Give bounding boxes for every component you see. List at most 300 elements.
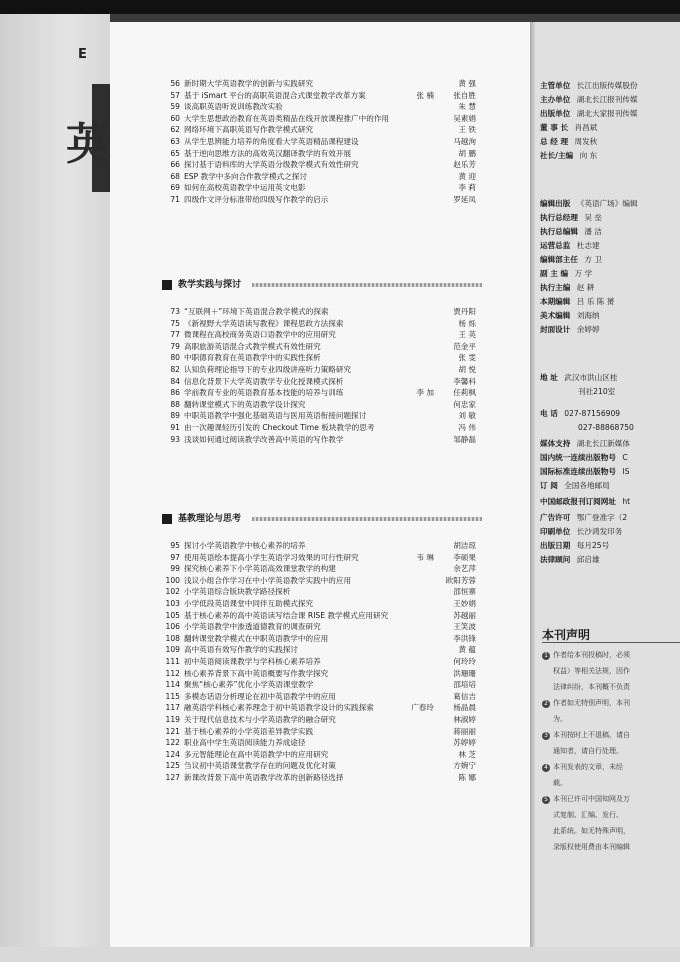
toc-entry	[110, 422, 530, 434]
toc-entry	[110, 434, 530, 446]
toc-article-title: 融英语学科核心素养理念于初中英语教学设计的实践探索	[184, 703, 374, 713]
toc-page-number: 108	[165, 633, 180, 643]
toc-page-number: 57	[170, 90, 180, 100]
toc-author: 蒋丽丽	[453, 726, 476, 736]
toc-article-title: 从学生思辨能力培养的角度看大学英语精品课程建设	[184, 137, 359, 146]
masthead-row	[540, 282, 594, 293]
toc-article-title: 探讨小学英语教学中核心素养的培养	[184, 541, 306, 550]
toc-page-number: 63	[170, 137, 180, 146]
toc-entry	[110, 136, 530, 148]
declaration-line	[542, 698, 630, 708]
toc-author: 林 芝	[458, 749, 476, 759]
masthead-row	[540, 512, 627, 523]
toc-page-number: 102	[165, 587, 180, 597]
toc-page-number: 127	[165, 773, 180, 782]
masthead-row	[540, 268, 592, 279]
masthead-value: 向 东	[577, 151, 598, 160]
toc-entry	[110, 726, 530, 738]
masthead-row	[540, 452, 628, 463]
toc-article-title: 认知负荷理论指导下的专业四级讲座听力策略研究	[184, 365, 352, 374]
masthead-value: 《英语广场》编辑	[574, 199, 638, 208]
masthead-value: 长江出版传媒股份	[574, 81, 638, 90]
declaration-text: 法律纠纷，本刊概不负责	[553, 683, 630, 691]
toc-author: 李馨科	[453, 376, 476, 386]
masthead-row	[540, 386, 615, 397]
toc-author: 苏婷婷	[453, 738, 476, 748]
toc-entry	[110, 552, 530, 564]
toc-entry	[110, 124, 530, 136]
toc-page-number: 69	[170, 183, 180, 193]
toc-page-number: 105	[165, 610, 180, 620]
declaration-line	[542, 714, 567, 724]
declaration-number: 1	[542, 652, 550, 660]
toc-page-number: 75	[170, 318, 180, 328]
toc-article-title: 使用英语绘本提高小学生英语学习效果的可行性研究	[184, 552, 359, 562]
declaration-text: 录版权使用费由本刊编辑	[553, 843, 630, 851]
section-heading-label: 教学实践与探讨	[178, 280, 242, 290]
masthead-value: 赵 耕	[574, 283, 595, 292]
declaration-line	[542, 794, 630, 804]
toc-coauthor: 李 加	[416, 388, 434, 398]
section-heading	[162, 278, 482, 292]
toc-page-number: 60	[170, 113, 180, 123]
declaration-title: 本刊声明	[542, 628, 591, 642]
toc-entry	[110, 644, 530, 656]
toc-article-title: 高中英语有效写作教学的实践探讨	[184, 645, 298, 655]
toc-page-number: 109	[165, 645, 180, 655]
declaration-text: 作者如无特别声明，本刊	[553, 699, 630, 707]
toc-page-number: 66	[170, 160, 180, 170]
masthead-value: 湖北长江新媒体	[574, 439, 630, 448]
masthead-row	[540, 466, 629, 477]
toc-author: 余艺萍	[453, 564, 476, 574]
toc-article-title: 基于核心素养的高中英语读写结合课 RISE 教学模式应用研究	[184, 610, 389, 620]
declaration-text: 载。	[553, 779, 567, 787]
masthead-key: 运营总监	[540, 241, 571, 250]
toc-author: 罗延凤	[453, 195, 476, 204]
masthead-row	[540, 408, 620, 419]
masthead-row	[540, 496, 630, 507]
panel-shadow	[530, 22, 536, 947]
toc-entry	[110, 113, 530, 125]
toc-page-number: 73	[170, 307, 180, 316]
declaration-line	[542, 650, 630, 660]
masthead-value: 万 学	[572, 269, 593, 278]
toc-author: 张 雯	[458, 353, 476, 363]
toc-entry	[110, 364, 530, 376]
toc-entry	[110, 376, 530, 388]
masthead-value: 刘海纳	[574, 311, 600, 320]
section-marker	[162, 514, 172, 524]
toc-entry	[110, 329, 530, 341]
toc-entry	[110, 182, 530, 194]
masthead-value: C	[619, 453, 628, 462]
toc-article-title: 中职德育教育在英语教学中的实践性探析	[184, 353, 321, 363]
masthead-panel	[530, 22, 680, 947]
masthead-value: 湖北大家报刊传媒	[574, 109, 638, 118]
masthead-value: 邱启雄	[574, 555, 600, 564]
toc-author: 胡 鹏	[458, 148, 476, 158]
toc-page-number: 100	[165, 575, 180, 585]
declaration-line	[542, 842, 630, 852]
toc-article-title: 职业高中学生英语阅读能力养成途径	[184, 738, 306, 748]
toc-article-title: 刍议初中英语课堂教学存在的问题及优化对策	[184, 761, 336, 771]
toc-page-number: 89	[170, 411, 180, 421]
toc-page-number: 119	[165, 715, 180, 724]
masthead-value: 湖北长江报刊传媒	[574, 95, 638, 104]
toc-entry	[110, 148, 530, 160]
declaration-line	[542, 762, 623, 772]
declaration-line	[542, 682, 630, 692]
toc-author: 欧阳芳蓉	[445, 575, 476, 585]
masthead-key: 编辑出版	[540, 199, 571, 208]
toc-author: 赵乐芳	[453, 160, 476, 170]
masthead-row	[540, 198, 638, 209]
toc-article-title: 四级作文评分标准带给四级写作教学的启示	[184, 195, 329, 204]
toc-entry	[110, 586, 530, 598]
masthead-value: 每月25号	[574, 541, 610, 550]
toc-author: 陈 娜	[458, 773, 476, 782]
declaration-text: 本刊按时上不退稿，请自	[553, 731, 630, 739]
toc-entry	[110, 760, 530, 772]
masthead-key: 主管单位	[540, 81, 571, 90]
toc-entry	[110, 702, 530, 714]
toc-author: 方婉宁	[453, 761, 476, 771]
toc-entry	[110, 668, 530, 680]
toc-entry	[110, 318, 530, 330]
masthead-key: 主办单位	[540, 95, 571, 104]
toc-coauthor: 广春玲	[411, 703, 434, 713]
masthead-row	[540, 324, 600, 335]
masthead-value: IS	[619, 467, 630, 476]
toc-article-title: 翻转课堂模式下的英语教学设计探究	[184, 399, 306, 409]
toc-article-title: 基于核心素养的小学英语差异教学实践	[184, 726, 314, 736]
masthead-key: 执行总经理	[540, 213, 578, 222]
toc-article-title: 新课改背景下高中英语教学改革的创新路径选择	[184, 773, 344, 782]
toc-article-title: 探讨基于语料库的大学英语分级教学模式有效性研究	[184, 160, 359, 170]
toc-article-title: 谈高职英语听说训练教改实验	[184, 102, 283, 112]
declaration-line	[542, 730, 630, 740]
toc-article-title: 多模态话语分析理论在初中英语教学中的应用	[184, 691, 336, 701]
scan-top-border	[0, 0, 680, 14]
masthead-value: ht	[619, 497, 631, 506]
toc-article-title: 多元智能理论在高中英语教学中的应用研究	[184, 749, 329, 759]
toc-author: 李 莉	[458, 183, 476, 193]
toc-author: 邹静磊	[453, 434, 476, 444]
toc-article-title: 初中英语阅读课教学与学科核心素养培养	[184, 657, 321, 666]
toc-author: 葛信吉	[453, 691, 476, 701]
toc-page-number: 112	[165, 668, 180, 678]
toc-article-title: 微课程在高校商务英语口语教学中的应用研究	[184, 330, 336, 340]
section-rule	[252, 283, 482, 287]
toc-article-title: 关于现代信息技术与小学英语教学的融合研究	[184, 715, 336, 724]
toc-author: 黄 强	[458, 79, 476, 88]
toc-page-number: 117	[165, 703, 180, 713]
toc-author: 贾丹阳	[453, 307, 476, 316]
masthead-key: 执行主编	[540, 283, 571, 292]
toc-entry	[110, 399, 530, 411]
masthead-key: 董 事 长	[540, 123, 569, 132]
toc-entry	[110, 90, 530, 102]
toc-page-number: 124	[165, 749, 180, 759]
toc-page-number: 82	[170, 365, 180, 374]
masthead-row	[540, 80, 638, 91]
toc-page-number: 122	[165, 738, 180, 748]
toc-coauthor: 张 楠	[416, 90, 434, 100]
toc-entry	[110, 598, 530, 610]
toc-article-title: 探究核心素养下小学英语高效课堂教学的构建	[184, 564, 336, 574]
toc-page-number: 77	[170, 330, 180, 340]
declaration-text: 为。	[553, 715, 567, 723]
masthead-key: 副 主 编	[540, 269, 569, 278]
toc-author: 任莉枫	[453, 388, 476, 398]
toc-page-number: 79	[170, 341, 180, 351]
masthead-row	[540, 480, 610, 491]
toc-page-number: 62	[170, 125, 180, 135]
masthead-key: 中国邮政报刊订阅网址	[540, 497, 616, 506]
toc-author: 朱 慧	[458, 102, 476, 112]
toc-page-number: 95	[170, 541, 180, 550]
toc-entry	[110, 621, 530, 633]
masthead-row	[540, 108, 638, 119]
toc-article-title: 核心素养背景下高中英语概要写作教学探究	[184, 668, 329, 678]
masthead-row	[540, 212, 602, 223]
toc-entry	[110, 352, 530, 364]
toc-page-number: 88	[170, 399, 180, 409]
masthead-key: 社长/主编	[540, 151, 574, 160]
declaration-text: 权益）等相关法规，因作	[553, 667, 630, 675]
masthead-value: 周发秋	[572, 137, 598, 146]
toc-article-title: 小学英语综合版块教学路径探析	[184, 587, 291, 597]
declaration-number: 2	[542, 700, 550, 708]
toc-article-title: 浅谈如何通过阅读教学改善高中英语的写作教学	[184, 434, 344, 444]
toc-article-title: 新时期大学英语教学的创新与实践研究	[184, 79, 314, 88]
declaration-line	[542, 826, 630, 836]
masthead-key: 法律顾问	[540, 555, 571, 564]
masthead-row	[540, 526, 622, 537]
masthead-row	[540, 422, 634, 433]
toc-page-number: 91	[170, 423, 180, 432]
toc-author: 黄 蕴	[458, 645, 476, 655]
toc-article-title: 学前教育专业的英语教育基本技能的培养与训练	[184, 388, 344, 398]
toc-author: 何忠家	[453, 399, 476, 409]
masthead-key: 电 话	[540, 409, 558, 418]
section-marker	[162, 280, 172, 290]
declaration-number: 4	[542, 764, 550, 772]
declaration-text: 此系统。如无特殊声明，	[553, 827, 630, 835]
declaration-text: 通知者，请自行处理。	[553, 747, 623, 755]
toc-entry	[110, 306, 530, 318]
toc-article-title: 翻转课堂教学模式在中职英语教学中的应用	[184, 633, 329, 643]
toc-entry	[110, 633, 530, 645]
toc-author: 胡洁琼	[453, 541, 476, 550]
masthead-row	[540, 438, 630, 449]
masthead-value: 027-88868750	[578, 423, 634, 432]
toc-author: 马越洵	[453, 137, 476, 146]
masthead-key: 出版单位	[540, 109, 571, 118]
declaration-line	[542, 746, 623, 756]
toc-author: 王妙娟	[453, 599, 476, 608]
masthead-value: 刊社210室	[578, 387, 616, 396]
masthead-value: 吴 垒	[581, 213, 602, 222]
toc-page-number: 115	[165, 691, 180, 701]
masthead-value: 余婷婷	[574, 325, 600, 334]
cover-title-glyph: 英	[66, 119, 110, 170]
toc-page-number: 125	[165, 761, 180, 771]
toc-author: 杨晶晨	[453, 703, 476, 713]
declaration-text: 本刊发表的文章，未经	[553, 763, 623, 771]
toc-entry	[110, 341, 530, 353]
declaration-number: 3	[542, 732, 550, 740]
toc-article-title: “互联网＋”环境下英语混合教学模式的探索	[184, 307, 329, 316]
toc-author: 黄 迎	[458, 171, 476, 181]
toc-author: 王 英	[458, 330, 476, 340]
masthead-key: 总 经 理	[540, 137, 569, 146]
toc-article-title: 如何在高校英语教学中运用英文电影	[184, 183, 306, 193]
toc-article-title: 小学英语教学中渗透道德教育的调查研究	[184, 622, 321, 632]
declaration-text: 本刊已许可中国知网及万	[553, 795, 630, 803]
declaration-text: 作者给本刊投稿时，必须	[553, 651, 630, 659]
toc-entry	[110, 772, 530, 784]
toc-page-number: 71	[170, 195, 180, 204]
toc-page-number: 99	[170, 564, 180, 574]
toc-page-number: 97	[170, 552, 180, 562]
toc-entry	[110, 540, 530, 552]
toc-entry	[110, 656, 530, 668]
masthead-row	[540, 540, 609, 551]
toc-article-title: 高职旅游英语混合式教学模式有效性研究	[184, 341, 321, 351]
toc-page-number: 56	[170, 79, 180, 88]
contents-sheet	[110, 22, 530, 947]
toc-author: 范金平	[453, 341, 476, 351]
toc-article-title: 聚焦“核心素养”优化小学英语课堂教学	[184, 680, 314, 690]
masthead-row	[540, 240, 600, 251]
toc-author: 邵恒寨	[453, 587, 476, 597]
toc-entry	[110, 563, 530, 575]
toc-article-title: 网络环境下高职英语写作教学模式研究	[184, 125, 314, 135]
toc-coauthor: 韦 琳	[416, 552, 434, 562]
toc-author: 邵培培	[453, 680, 476, 690]
masthead-row	[540, 94, 638, 105]
toc-author: 胡 悦	[458, 365, 476, 374]
masthead-row	[540, 226, 602, 237]
section-rule	[252, 517, 482, 521]
toc-entry	[110, 714, 530, 726]
toc-entry	[110, 194, 530, 206]
toc-entry	[110, 691, 530, 703]
masthead-key: 媒体支持	[540, 439, 571, 448]
declaration-rule	[542, 642, 680, 643]
toc-author: 王笑波	[453, 622, 476, 632]
masthead-value: 杜志建	[574, 241, 600, 250]
masthead-key: 编辑部主任	[540, 255, 578, 264]
masthead-key: 地 址	[540, 373, 558, 382]
masthead-row	[540, 150, 597, 161]
masthead-key: 出版日期	[540, 541, 571, 550]
toc-entry	[110, 101, 530, 113]
toc-page-number: 68	[170, 171, 180, 181]
masthead-row	[540, 372, 617, 383]
toc-article-title: ESP 教学中多向合作教学模式之探讨	[184, 171, 307, 181]
masthead-value: 潘 洁	[581, 227, 602, 236]
toc-article-title: 浅议小组合作学习在中小学英语教学实践中的应用	[184, 575, 352, 585]
toc-page-number: 121	[165, 726, 180, 736]
declaration-line	[542, 666, 630, 676]
toc-author: 苏越丽	[453, 610, 476, 620]
toc-author: 李硕果	[453, 552, 476, 562]
toc-page-number: 65	[170, 148, 180, 158]
declaration-text: 式复制、汇编、发行、	[553, 811, 623, 819]
toc-entry	[110, 679, 530, 691]
toc-article-title: 小学低段英语课堂中同伴互助模式探究	[184, 599, 314, 608]
toc-author: 吴素娟	[453, 113, 476, 123]
toc-author: 何玲玲	[453, 657, 476, 666]
masthead-key: 执行总编辑	[540, 227, 578, 236]
toc-entry	[110, 575, 530, 587]
toc-article-title: 信息化背景下大学英语教学专业化授课模式探析	[184, 376, 344, 386]
toc-author: 张自胜	[453, 90, 476, 100]
toc-entry	[110, 410, 530, 422]
masthead-key: 国际标准连续出版物号	[540, 467, 616, 476]
masthead-value: 吕 乐 陈 赟	[574, 297, 615, 306]
toc-article-title: 中职英语教学中强化基础英语与医用英语衔接问题探讨	[184, 411, 367, 421]
toc-article-title: 大学生思想政治教育在英语类精品在线开放课程推广中的作用	[184, 113, 390, 123]
bottom-scan-strip	[0, 947, 680, 962]
masthead-row	[540, 136, 597, 147]
toc-page-number: 86	[170, 388, 180, 398]
declaration-number: 5	[542, 796, 550, 804]
section-heading	[162, 512, 482, 526]
toc-entry	[110, 78, 530, 90]
toc-page-number: 111	[165, 657, 180, 666]
toc-author: 林淑婷	[453, 715, 476, 724]
toc-article-title: 基于逆向思维方法的高效英汉翻译教学的有效开展	[184, 148, 352, 158]
toc-entry	[110, 610, 530, 622]
masthead-value: 长沙鸿发印务	[574, 527, 623, 536]
section-heading-label: 基教理论与思考	[178, 514, 242, 524]
masthead-value: 武汉市洪山区桂	[561, 373, 618, 382]
masthead-row	[540, 310, 600, 321]
toc-article-title: 基于 iSmart 平台的高职英语混合式课堂教学改革方案	[184, 90, 366, 100]
toc-page-number: 114	[165, 680, 180, 690]
masthead-key: 国内统一连续出版物号	[540, 453, 616, 462]
masthead-value: 肖昌斌	[572, 123, 598, 132]
toc-author: 王 铁	[458, 125, 476, 135]
masthead-key: 广告许可	[540, 513, 571, 522]
toc-author: 李洪锋	[453, 633, 476, 643]
masthead-row	[540, 254, 602, 265]
toc-page-number: 59	[170, 102, 180, 112]
masthead-key: 美术编辑	[540, 311, 571, 320]
masthead-row	[540, 122, 597, 133]
masthead-row	[540, 554, 600, 565]
toc-entry	[110, 171, 530, 183]
masthead-key: 本期编辑	[540, 297, 571, 306]
masthead-value: 全国各地邮局	[561, 481, 610, 490]
toc-entry	[110, 737, 530, 749]
masthead-value: 027-87156909	[561, 409, 621, 418]
toc-author: 冯 伟	[458, 423, 476, 432]
toc-author: 洪珊珊	[453, 668, 476, 678]
toc-page-number: 103	[165, 599, 180, 608]
toc-entry	[110, 749, 530, 761]
declaration-line	[542, 810, 623, 820]
toc-page-number: 84	[170, 376, 180, 386]
masthead-row	[540, 296, 614, 307]
masthead-key: 封面设计	[540, 325, 571, 334]
toc-page-number: 93	[170, 434, 180, 444]
toc-page-number: 80	[170, 353, 180, 363]
